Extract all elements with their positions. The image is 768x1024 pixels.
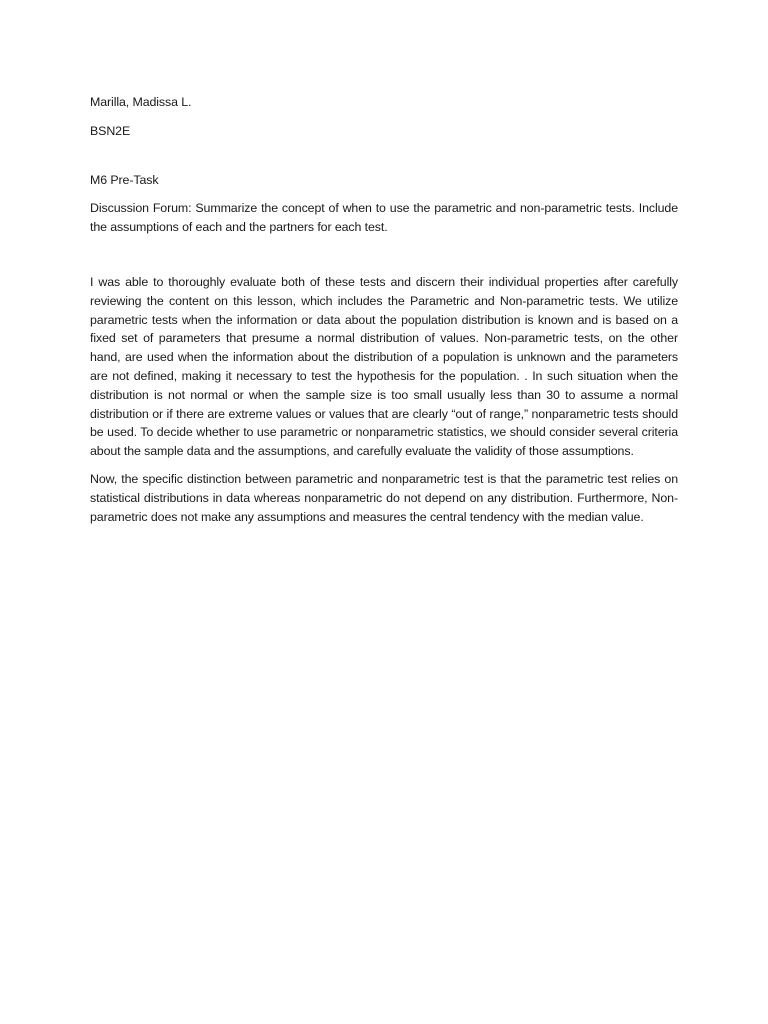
student-name: Marilla, Madissa L. (90, 95, 192, 109)
body-paragraph-2: Now, the specific distinction between parametric and nonparametric test is that the parametric test relies on statistical distributions in data whereas nonparametric do not depend on any distribution. Furthermore, Non-parametric does not make any assumptions and measures the central tendency with the median value. (90, 471, 678, 524)
body-paragraph-1: I was able to thoroughly evaluate both of these tests and discern their individual properties after carefully reviewing the content on this lesson, which includes the Parametric and Non-parametric tests. We utilize parametric tests when the information or data about the population distribution is known and is based on a fixed set of parameters that presume a normal distribution of values. Non-parametric tests, on the other hand, are used when the information about the distribution of a population is unknown and the parameters are not defined, making it necessary to test the hypothesis for the population. . In such situation when the distribution is not normal or when the sample size is too small usually less than 30 to assume a normal distribution or if there are extreme values or values that are clearly “out of range,” nonparametric tests should be used. To decide whether to use parametric or nonparametric statistics, we should consider several criteria about the sample data and the assumptions, and carefully evaluate the validity of those assumptions. (90, 274, 678, 459)
discussion-prompt: Discussion Forum: Summarize the concept of when to use the parametric and non-parametric tests. Include the assumptions of each and the partners for each test. (90, 201, 678, 235)
document-body (90, 93, 678, 535)
task-title: M6 Pre-Task (90, 172, 159, 187)
class-section: BSN2E (90, 123, 131, 138)
